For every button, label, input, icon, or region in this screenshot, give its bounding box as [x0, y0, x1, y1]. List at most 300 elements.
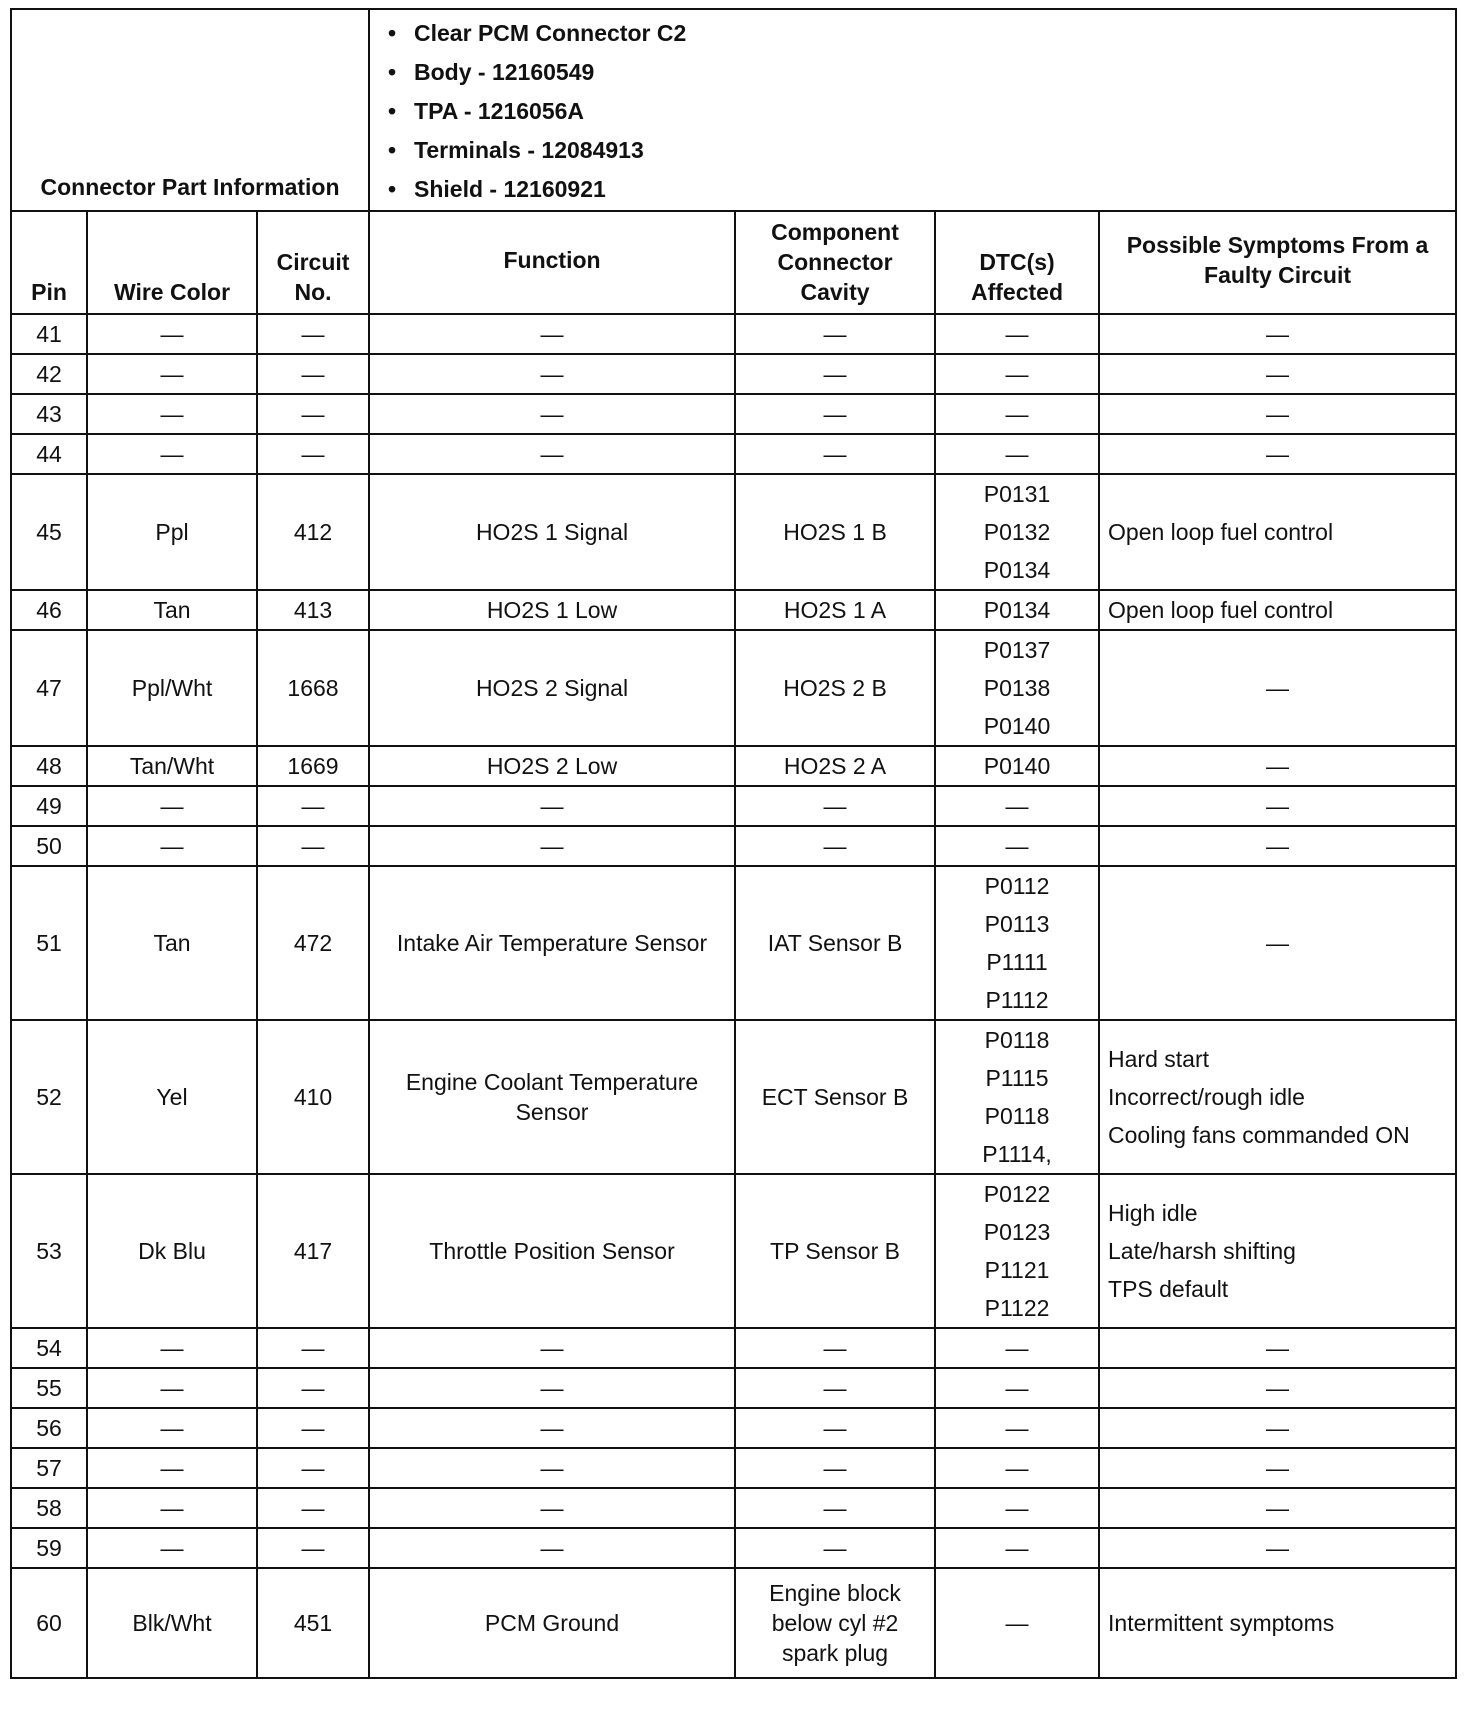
circuit-header: Circuit No.	[257, 211, 369, 314]
circuit-cell	[257, 354, 369, 394]
connector-pinout-sheet	[10, 8, 1455, 1679]
pin-cell-line: 57	[36, 1455, 62, 1481]
pin-cell	[11, 434, 87, 474]
cavity-cell-line: —	[823, 401, 847, 427]
wire-color-cell	[87, 1448, 257, 1488]
cavity-cell-line: HO2S 2 A	[783, 753, 887, 779]
symptoms-cell-line: Late/harsh shifting	[1108, 1238, 1296, 1264]
cavity-cell	[735, 1448, 935, 1488]
cavity-cell	[735, 434, 935, 474]
wire-color-cell	[87, 434, 257, 474]
function-cell-line: —	[540, 321, 564, 347]
table-row	[11, 866, 1456, 1020]
dtc-cell	[935, 1328, 1099, 1368]
cavity-cell-line: IAT Sensor B	[767, 930, 903, 956]
cavity-header: Component Connector Cavity	[735, 211, 935, 314]
symptoms-cell-line: —	[1266, 361, 1290, 387]
cavity-cell	[735, 786, 935, 826]
circuit-cell-line: —	[301, 1375, 325, 1401]
dtc-cell-line: P0132	[983, 519, 1051, 545]
dtc-cell-line: P0134	[983, 597, 1051, 623]
dtc-cell-line: —	[1005, 833, 1029, 859]
dtc-cell-line: P0140	[983, 713, 1051, 739]
pin-cell	[11, 1408, 87, 1448]
symptoms-cell-line: —	[1266, 793, 1290, 819]
symptoms-cell-line: —	[1266, 833, 1290, 859]
symptoms-cell-line: Open loop fuel control	[1108, 519, 1334, 545]
cavity-cell-line: —	[823, 1335, 847, 1361]
symptoms-cell-line: —	[1266, 321, 1290, 347]
function-cell-line: —	[540, 361, 564, 387]
symptoms-cell-line: —	[1266, 1375, 1290, 1401]
pin-header: Pin	[11, 211, 87, 314]
wire-color-cell	[87, 394, 257, 434]
pin-cell-line: 51	[36, 930, 62, 956]
function-cell	[369, 1408, 735, 1448]
pin-cell-line: 60	[36, 1610, 62, 1636]
function-cell	[369, 1174, 735, 1328]
circuit-cell	[257, 746, 369, 786]
wire-color-cell-line: —	[160, 833, 184, 859]
dtc-cell-line: —	[1005, 1375, 1029, 1401]
pin-cell	[11, 1488, 87, 1528]
pin-cell-line: 49	[36, 793, 62, 819]
wire-color-cell	[87, 1368, 257, 1408]
cavity-cell-line: —	[823, 1535, 847, 1561]
wire-color-cell	[87, 630, 257, 746]
circuit-cell	[257, 1174, 369, 1328]
function-cell	[369, 1528, 735, 1568]
table-row	[11, 1174, 1456, 1328]
cavity-cell	[735, 590, 935, 630]
dtc-cell-line: —	[1005, 793, 1029, 819]
cavity-cell	[735, 1528, 935, 1568]
symptoms-cell-line: —	[1266, 753, 1290, 779]
symptoms-cell-line: —	[1266, 1335, 1290, 1361]
function-cell	[369, 354, 735, 394]
function-cell	[369, 746, 735, 786]
symptoms-cell-line: Incorrect/rough idle	[1108, 1084, 1305, 1110]
cavity-cell	[735, 354, 935, 394]
circuit-cell	[257, 1408, 369, 1448]
table-row	[11, 354, 1456, 394]
wire-color-cell	[87, 1020, 257, 1174]
cavity-cell-line: —	[823, 321, 847, 347]
wire-color-cell-line: —	[160, 401, 184, 427]
function-cell	[369, 630, 735, 746]
symptoms-cell-line: —	[1266, 1415, 1290, 1441]
cavity-cell-line: HO2S 2 B	[783, 675, 887, 701]
cavity-cell-line: Engine block	[769, 1580, 901, 1606]
function-cell	[369, 786, 735, 826]
table-row	[11, 1528, 1456, 1568]
wire-color-cell	[87, 866, 257, 1020]
wire-color-header: Wire Color	[87, 211, 257, 314]
wire-color-cell-line: —	[160, 321, 184, 347]
pinout-table	[10, 8, 1457, 1679]
cavity-cell-line: —	[823, 361, 847, 387]
dtc-cell	[935, 474, 1099, 590]
pin-cell	[11, 1174, 87, 1328]
dtc-cell	[935, 1368, 1099, 1408]
pin-rows	[11, 314, 1456, 1678]
connector-info-item: • Body - 12160549	[414, 53, 1455, 92]
pin-cell-line: 53	[36, 1238, 62, 1264]
cavity-cell	[735, 1368, 935, 1408]
function-cell-line: Engine Coolant Temperature	[405, 1069, 699, 1095]
symptoms-cell-line: —	[1266, 441, 1290, 467]
connector-info-item: • TPA - 1216056A	[414, 92, 1455, 131]
pin-cell	[11, 746, 87, 786]
circuit-cell-line: 412	[293, 519, 333, 545]
dtc-cell	[935, 1020, 1099, 1174]
pin-cell-line: 50	[36, 833, 62, 859]
wire-color-cell	[87, 826, 257, 866]
wire-color-cell	[87, 1488, 257, 1528]
pin-cell-line: 47	[36, 675, 62, 701]
wire-color-cell-line: Ppl/Wht	[131, 675, 213, 701]
pin-cell-line: 54	[36, 1335, 62, 1361]
table-row	[11, 630, 1456, 746]
symptoms-cell	[1099, 1328, 1456, 1368]
dtc-header: DTC(s) Affected	[935, 211, 1099, 314]
cavity-cell	[735, 1174, 935, 1328]
pin-cell-line: 48	[36, 753, 62, 779]
dtc-cell	[935, 590, 1099, 630]
dtc-cell-line: —	[1005, 321, 1029, 347]
cavity-cell-line: —	[823, 793, 847, 819]
function-cell-line: —	[540, 793, 564, 819]
wire-color-cell-line: Ppl	[155, 519, 189, 545]
circuit-cell-line: —	[301, 1415, 325, 1441]
function-cell-line: Sensor	[515, 1099, 589, 1125]
symptoms-cell-line: —	[1266, 1455, 1290, 1481]
pin-cell-line: 41	[36, 321, 62, 347]
circuit-cell-line: 410	[293, 1084, 333, 1110]
circuit-cell	[257, 1528, 369, 1568]
table-row	[11, 826, 1456, 866]
dtc-cell-line: —	[1005, 1415, 1029, 1441]
circuit-cell-line: —	[301, 401, 325, 427]
circuit-cell	[257, 474, 369, 590]
function-cell-line: —	[540, 401, 564, 427]
connector-info-list	[369, 9, 1456, 211]
pin-cell-line: 43	[36, 401, 62, 427]
cavity-cell-line: spark plug	[781, 1640, 889, 1666]
dtc-cell	[935, 394, 1099, 434]
function-cell-line: PCM Ground	[484, 1610, 620, 1636]
connector-info-item: • Terminals - 12084913	[414, 131, 1455, 170]
symptoms-cell-line: Hard start	[1108, 1046, 1209, 1072]
dtc-cell	[935, 826, 1099, 866]
pin-cell	[11, 314, 87, 354]
wire-color-cell	[87, 746, 257, 786]
cavity-cell-line: HO2S 1 A	[783, 597, 887, 623]
wire-color-cell	[87, 1328, 257, 1368]
pin-cell-line: 46	[36, 597, 62, 623]
pin-cell-line: 44	[36, 441, 62, 467]
circuit-cell-line: —	[301, 441, 325, 467]
pin-cell	[11, 786, 87, 826]
wire-color-cell-line: —	[160, 1535, 184, 1561]
circuit-cell-line: 417	[293, 1238, 333, 1264]
symptoms-cell	[1099, 394, 1456, 434]
dtc-cell	[935, 866, 1099, 1020]
connector-info-label: Connector Part Information	[11, 9, 369, 211]
pin-cell	[11, 1368, 87, 1408]
symptoms-cell	[1099, 314, 1456, 354]
dtc-cell-line: —	[1005, 1335, 1029, 1361]
dtc-cell-line: —	[1005, 401, 1029, 427]
dtc-cell-line: —	[1005, 361, 1029, 387]
wire-color-cell-line: —	[160, 1335, 184, 1361]
dtc-cell	[935, 1408, 1099, 1448]
cavity-cell	[735, 1328, 935, 1368]
pin-cell	[11, 866, 87, 1020]
cavity-cell	[735, 394, 935, 434]
function-cell	[369, 1488, 735, 1528]
dtc-cell-line: —	[1005, 1495, 1029, 1521]
function-cell	[369, 474, 735, 590]
dtc-cell	[935, 314, 1099, 354]
circuit-cell-line: —	[301, 361, 325, 387]
wire-color-cell-line: —	[160, 361, 184, 387]
connector-info-item: • Shield - 12160921	[414, 170, 1455, 209]
cavity-cell-line: —	[823, 1455, 847, 1481]
cavity-cell	[735, 866, 935, 1020]
wire-color-cell-line: Yel	[156, 1084, 188, 1110]
circuit-cell	[257, 866, 369, 1020]
circuit-cell	[257, 1488, 369, 1528]
cavity-cell	[735, 1488, 935, 1528]
dtc-cell-line: P0137	[983, 637, 1051, 663]
symptoms-cell-line: TPS default	[1108, 1276, 1229, 1302]
cavity-cell-line: TP Sensor B	[770, 1238, 900, 1264]
pin-cell	[11, 1568, 87, 1678]
dtc-cell-line: P0138	[983, 675, 1051, 701]
cavity-cell-line: —	[823, 1495, 847, 1521]
dtc-cell-line: P1112	[985, 987, 1049, 1013]
function-cell-line: —	[540, 1335, 564, 1361]
wire-color-cell-line: —	[160, 1455, 184, 1481]
table-row	[11, 1328, 1456, 1368]
dtc-cell-line: P0131	[983, 481, 1051, 507]
dtc-cell-line: P0113	[984, 911, 1050, 937]
table-row	[11, 1568, 1456, 1678]
symptoms-cell-line: Cooling fans commanded ON	[1108, 1122, 1410, 1148]
circuit-cell	[257, 590, 369, 630]
function-cell-line: HO2S 2 Signal	[475, 675, 629, 701]
dtc-cell	[935, 434, 1099, 474]
symptoms-cell	[1099, 746, 1456, 786]
dtc-cell-line: P0112	[984, 873, 1050, 899]
function-cell	[369, 1328, 735, 1368]
function-cell	[369, 826, 735, 866]
dtc-cell-line: P1121	[984, 1257, 1050, 1283]
dtc-cell	[935, 1568, 1099, 1678]
wire-color-cell-line: Tan	[153, 930, 191, 956]
wire-color-cell-line: —	[160, 793, 184, 819]
symptoms-cell	[1099, 866, 1456, 1020]
pin-cell	[11, 1020, 87, 1174]
symptoms-cell	[1099, 1408, 1456, 1448]
circuit-cell-line: —	[301, 1455, 325, 1481]
wire-color-cell	[87, 1528, 257, 1568]
wire-color-cell	[87, 1408, 257, 1448]
pin-cell	[11, 1328, 87, 1368]
symptoms-cell	[1099, 1020, 1456, 1174]
symptoms-cell	[1099, 1174, 1456, 1328]
circuit-cell-line: 1669	[287, 753, 339, 779]
dtc-cell-line: —	[1005, 1535, 1029, 1561]
dtc-cell-line: P0118	[984, 1027, 1050, 1053]
cavity-cell	[735, 630, 935, 746]
function-header: Function	[369, 211, 735, 314]
circuit-cell-line: 1668	[287, 675, 339, 701]
circuit-cell	[257, 1020, 369, 1174]
dtc-cell-line: P1122	[984, 1295, 1050, 1321]
circuit-cell-line: 413	[293, 597, 333, 623]
symptoms-cell	[1099, 590, 1456, 630]
function-cell-line: —	[540, 1415, 564, 1441]
function-cell	[369, 314, 735, 354]
wire-color-cell	[87, 786, 257, 826]
dtc-cell-line: P0134	[983, 557, 1051, 583]
column-header-row	[11, 211, 1456, 314]
dtc-cell	[935, 1174, 1099, 1328]
symptoms-header: Possible Symptoms From a Faulty Circuit	[1099, 211, 1456, 314]
circuit-cell	[257, 630, 369, 746]
cavity-cell-line: ECT Sensor B	[761, 1084, 909, 1110]
pin-cell	[11, 826, 87, 866]
dtc-cell-line: —	[1005, 1455, 1029, 1481]
wire-color-cell-line: —	[160, 441, 184, 467]
pin-cell-line: 45	[36, 519, 62, 545]
circuit-cell-line: 472	[293, 930, 333, 956]
wire-color-cell	[87, 1568, 257, 1678]
symptoms-cell	[1099, 354, 1456, 394]
symptoms-cell-line: —	[1266, 675, 1290, 701]
function-cell	[369, 1368, 735, 1408]
symptoms-cell	[1099, 786, 1456, 826]
function-cell-line: —	[540, 1455, 564, 1481]
function-cell-line: —	[540, 833, 564, 859]
pin-cell-line: 55	[36, 1375, 62, 1401]
dtc-cell	[935, 786, 1099, 826]
table-row	[11, 786, 1456, 826]
pin-cell	[11, 590, 87, 630]
dtc-cell-line: P0140	[983, 753, 1051, 779]
cavity-cell	[735, 474, 935, 590]
circuit-cell	[257, 394, 369, 434]
function-cell-line: HO2S 1 Signal	[475, 519, 629, 545]
table-row	[11, 1448, 1456, 1488]
wire-color-cell-line: —	[160, 1415, 184, 1441]
dtc-cell-line: P1115	[985, 1065, 1049, 1091]
pin-cell	[11, 1448, 87, 1488]
symptoms-cell	[1099, 1368, 1456, 1408]
dtc-cell-line: —	[1005, 441, 1029, 467]
pin-cell	[11, 630, 87, 746]
circuit-cell-line: —	[301, 321, 325, 347]
table-row	[11, 394, 1456, 434]
dtc-cell-line: P0122	[983, 1181, 1051, 1207]
symptoms-cell-line: —	[1266, 1495, 1290, 1521]
table-row	[11, 474, 1456, 590]
dtc-cell-line: P0123	[983, 1219, 1051, 1245]
wire-color-cell-line: Tan/Wht	[129, 753, 215, 779]
cavity-cell-line: —	[823, 441, 847, 467]
wire-color-cell	[87, 474, 257, 590]
pin-cell-line: 56	[36, 1415, 62, 1441]
circuit-cell-line: 451	[293, 1610, 333, 1636]
function-cell	[369, 394, 735, 434]
cavity-cell	[735, 1408, 935, 1448]
table-row	[11, 1368, 1456, 1408]
dtc-cell-line: —	[1005, 1610, 1029, 1636]
cavity-cell-line: —	[823, 1415, 847, 1441]
symptoms-cell	[1099, 434, 1456, 474]
circuit-cell-line: —	[301, 833, 325, 859]
symptoms-cell	[1099, 1488, 1456, 1528]
table-row	[11, 590, 1456, 630]
wire-color-cell	[87, 1174, 257, 1328]
function-cell-line: —	[540, 441, 564, 467]
function-cell	[369, 866, 735, 1020]
cavity-cell	[735, 746, 935, 786]
table-row	[11, 1488, 1456, 1528]
pin-cell-line: 52	[36, 1084, 62, 1110]
wire-color-cell	[87, 590, 257, 630]
dtc-cell	[935, 630, 1099, 746]
table-row	[11, 314, 1456, 354]
symptoms-cell	[1099, 474, 1456, 590]
wire-color-cell	[87, 354, 257, 394]
wire-color-cell-line: Dk Blu	[138, 1238, 206, 1264]
function-cell-line: —	[540, 1375, 564, 1401]
symptoms-cell	[1099, 630, 1456, 746]
function-cell	[369, 590, 735, 630]
symptoms-cell	[1099, 1568, 1456, 1678]
dtc-cell-line: P1114,	[982, 1141, 1052, 1167]
cavity-cell	[735, 1568, 935, 1678]
symptoms-cell	[1099, 1528, 1456, 1568]
function-cell-line: —	[540, 1495, 564, 1521]
circuit-cell-line: —	[301, 1495, 325, 1521]
dtc-cell-line: P0118	[984, 1103, 1050, 1129]
dtc-cell	[935, 1448, 1099, 1488]
symptoms-cell	[1099, 1448, 1456, 1488]
cavity-cell	[735, 826, 935, 866]
circuit-cell	[257, 1328, 369, 1368]
symptoms-cell-line: —	[1266, 930, 1290, 956]
circuit-cell	[257, 1448, 369, 1488]
pin-cell-line: 58	[36, 1495, 62, 1521]
symptoms-cell-line: Open loop fuel control	[1108, 597, 1334, 623]
symptoms-cell-line: —	[1266, 401, 1290, 427]
symptoms-cell	[1099, 826, 1456, 866]
table-row	[11, 746, 1456, 786]
pin-cell	[11, 474, 87, 590]
dtc-cell	[935, 1488, 1099, 1528]
table-row	[11, 1020, 1456, 1174]
function-cell	[369, 1020, 735, 1174]
circuit-cell-line: —	[301, 793, 325, 819]
function-cell-line: —	[540, 1535, 564, 1561]
circuit-cell	[257, 1368, 369, 1408]
function-cell-line: HO2S 1 Low	[486, 597, 618, 623]
pin-cell	[11, 394, 87, 434]
